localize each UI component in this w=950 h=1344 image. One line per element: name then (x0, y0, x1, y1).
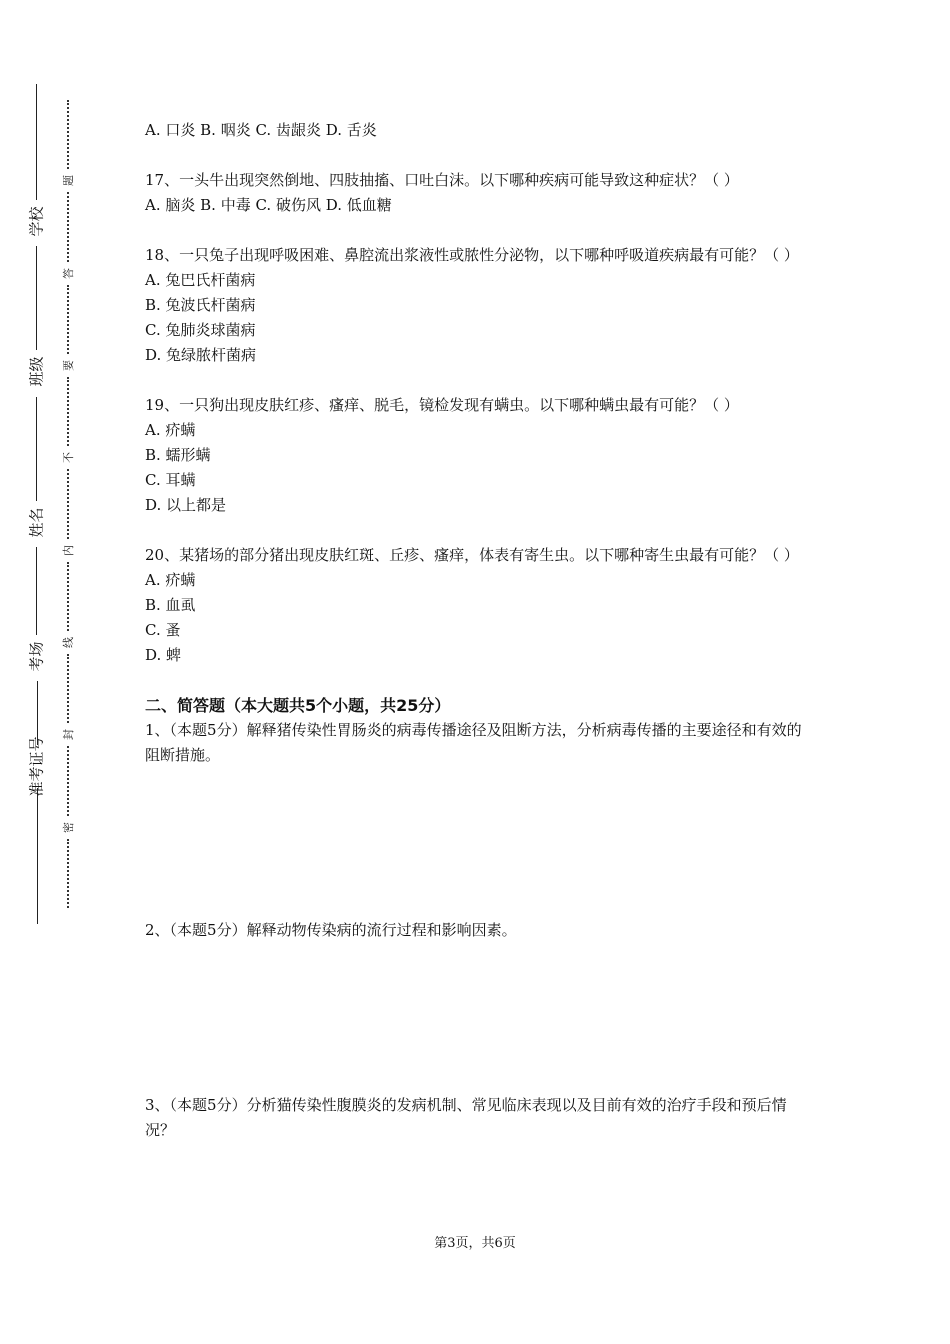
option-a: A. 疥螨 (145, 571, 196, 589)
option-a: A. 兔巴氏杆菌病 (145, 271, 256, 289)
admission-number-line (37, 681, 38, 745)
seal-char: 不 (61, 452, 75, 464)
option-b: B. 血虱 (145, 596, 196, 614)
exam-content (145, 118, 815, 1143)
exam-room-line (36, 547, 37, 635)
seal-char: 封 (61, 729, 75, 741)
option-d: D. 蜱 (145, 646, 182, 664)
seal-char: 内 (61, 544, 75, 556)
option-d: D. 兔绿脓杆菌病 (145, 346, 257, 364)
short-answer-1: 1、（本题5分）解释猪传染性胃肠炎的病毒传播途径及阻断方法，分析病毒传播的主要途径和有效的阻断措施。 (145, 721, 802, 764)
school-field (22, 84, 52, 243)
question-19 (145, 393, 815, 518)
option-c: C. 耳螨 (145, 471, 196, 489)
question-18-stem: 18、一只兔子出现呼吸困难、鼻腔流出浆液性或脓性分泌物，以下哪种呼吸道疾病最有可能？（ ） (145, 246, 799, 264)
option-b: B. 蠕形螨 (145, 446, 211, 464)
option-c: C. 兔肺炎球菌病 (145, 321, 256, 339)
class-line (36, 246, 37, 350)
seal-line (60, 100, 76, 908)
admission-number-label: 准考证号 (27, 736, 46, 797)
section-title: 二、简答题（本大题共5个小题，共25分） (145, 696, 451, 715)
name-label: 姓名 (27, 506, 46, 538)
question-16 (145, 118, 815, 143)
page-number: 第3页，共6页 (434, 1236, 516, 1251)
class-label: 班级 (27, 356, 46, 387)
admission-number-line-top (37, 788, 38, 924)
question-17 (145, 168, 815, 218)
candidate-info-column (14, 84, 60, 924)
question-17-stem: 17、一头牛出现突然倒地、四肢抽搐、口吐白沫。以下哪种疾病可能导致这种症状？（ ） (145, 171, 739, 189)
question-20 (145, 543, 815, 668)
option-b: B. 兔波氏杆菌病 (145, 296, 256, 314)
question-18 (145, 243, 815, 368)
option-a: A. 疥螨 (145, 421, 196, 439)
short-answer-2: 2、（本题5分）解释动物传染病的流行过程和影响因素。 (145, 921, 517, 939)
seal-char: 要 (61, 359, 75, 371)
seal-char: 线 (61, 636, 75, 648)
question-16-options: A. 口炎 B. 咽炎 C. 齿龈炎 D. 舌炎 (145, 121, 377, 139)
name-line (36, 397, 37, 501)
admission-number-field (7, 681, 67, 924)
name-field (22, 397, 52, 544)
school-line (36, 84, 37, 200)
seal-char: 题 (61, 175, 75, 187)
exam-room-field (22, 547, 52, 678)
question-17-options: A. 脑炎 B. 中毒 C. 破伤风 D. 低血糖 (145, 196, 392, 214)
question-19-stem: 19、一只狗出现皮肤红疹、瘙痒、脱毛，镜检发现有螨虫。以下哪种螨虫最有可能？（ ） (145, 396, 739, 414)
class-field (22, 246, 52, 393)
exam-room-label: 考场 (27, 641, 46, 672)
question-20-stem: 20、某猪场的部分猪出现皮肤红斑、丘疹、瘙痒，体表有寄生虫。以下哪种寄生虫最有可能？（ ） (145, 546, 799, 564)
seal-char: 答 (61, 267, 75, 279)
short-answer-3: 3、（本题5分）分析猫传染性腹膜炎的发病机制、常见临床表现以及目前有效的治疗手段和预后情况？ (145, 1096, 787, 1139)
option-c: C. 蚤 (145, 621, 181, 639)
seal-char: 密 (61, 821, 75, 833)
option-d: D. 以上都是 (145, 496, 227, 514)
school-label: 学校 (27, 206, 46, 237)
